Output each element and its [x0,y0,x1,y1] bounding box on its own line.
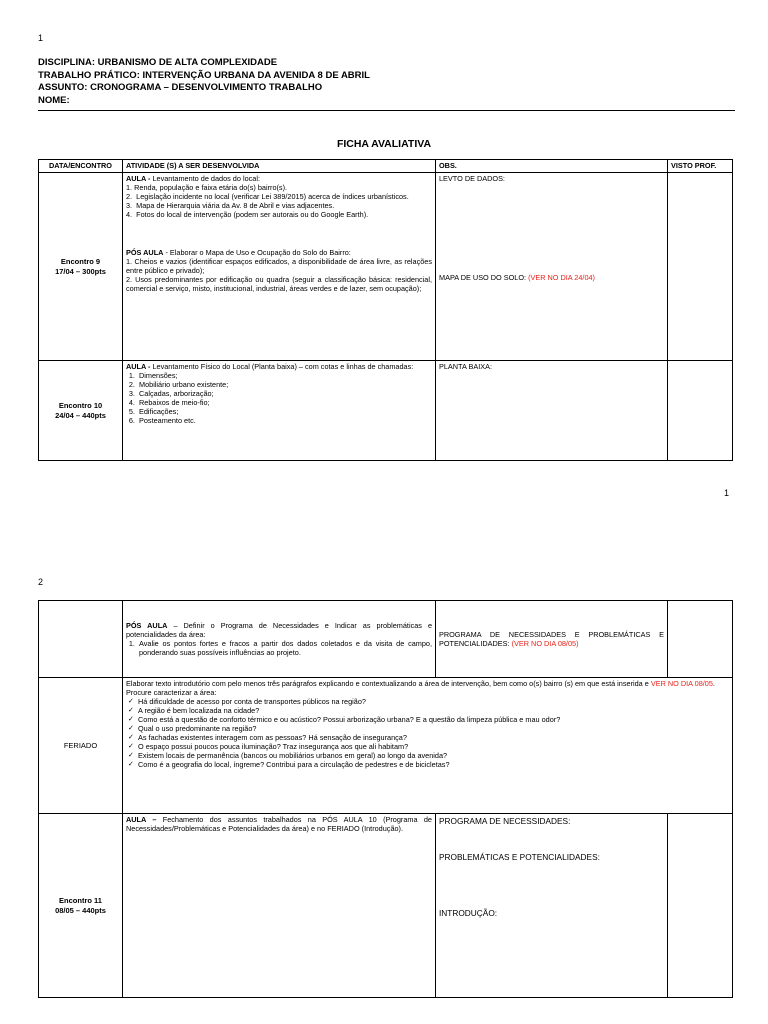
obs-cell [436,601,668,678]
header-discipline: DISCIPLINA: URBANISMO DE ALTA COMPLEXIDADE [38,57,278,68]
encounter-cell [39,678,123,814]
table-header-row [39,160,733,173]
pos-aula-item-1: 1. Cheios e vazios (identificar espaços edificados, a disponibilidade de área livre, as relações entre público e privado); [126,257,432,275]
header-name: NOME: [38,94,70,106]
encounter-cell [39,814,123,998]
list-item: 5. Edificações; [137,407,432,416]
table-row-encontro-11 [39,814,733,998]
visto-cell [668,814,733,998]
obs-deadline: (VER NO DIA 24/04) [528,273,595,282]
feriado-activity-cell [123,678,733,814]
visto-cell [668,361,733,461]
aula-text: Fechamento dos assuntos trabalhados na PÓS AULA 10 (Programa de Necessidades/Problemáticas e Potencialidades da área) e no FERIADO (Introdução). [126,815,432,833]
activity-cell [123,361,436,461]
obs-introducao: INTRODUÇÃO: [439,908,498,918]
encounter-cell [39,601,123,678]
check-item: ✓ Como é a geografia do local, íngreme? Contribui para a circulação de pedestres e de bicicletas? [126,760,729,769]
list-item: 4. Rebaixos de meio-fio; [137,398,432,407]
obs-cell [436,361,668,461]
obs-cell [436,814,668,998]
check-item: ✓ A região é bem localizada na cidade? [126,706,729,715]
pos-aula-label: PÓS AULA [126,248,164,257]
column-header-activity: ATIVIDADE (S) A SER DESENVOLVIDA [123,160,436,173]
pos-aula-label: PÓS AULA [126,621,168,630]
feriado-procure: Procure caracterizar a área: [126,688,217,697]
column-header-visto: VISTO PROF. [668,160,733,173]
visto-cell [668,601,733,678]
list-item: 3. Calçadas, arborização; [137,389,432,398]
aula-text: Levantamento de dados do local: [150,174,260,183]
feriado-intro: Elaborar texto introdutório com pelo menos três parágrafos explicando e contextualizando a área de intervenção, bem como o(s) bairro (s) em que está inserida e VER NO DIA 08/05. [126,679,715,688]
visto-cell [668,173,733,361]
obs-cell [436,173,668,361]
obs-programa-necessidades: PROGRAMA DE NECESSIDADES: [439,816,571,826]
encounter-date-points: 17/04 – 300pts [55,266,106,276]
header-assignment: TRABALHO PRÁTICO: INTERVENÇÃO URBANA DA AVENIDA 8 DE ABRIL [38,69,370,81]
document-header [38,57,735,107]
aula-item-4: 4. Fotos do local de intervenção (podem ser autorais ou do Google Earth). [126,210,369,219]
table-row-pos-aula-10 [39,601,733,678]
encounter-date-points: 24/04 – 440pts [55,410,106,420]
pos-aula-item-2: 2. Usos predominantes por edificação ou quadra (seguir a classificação básica: residencial, comercial e serviço, misto, institucional, industrial, áreas verdes e de lazer, sem ocupação); [126,275,432,293]
encounter-cell [39,361,123,461]
check-item: ✓ Qual o uso predominante na região? [126,724,729,733]
obs-planta-baixa: PLANTA BAIXA: [439,362,492,371]
table-row-feriado [39,678,733,814]
aula-item-1: 1. Renda, população e faixa etária do(s) bairro(s). [126,183,288,192]
column-header-date: DATA/ENCONTRO [39,160,123,173]
list-item: 1. Avalie os pontos fortes e fracos a partir dos dados coletados e da visita de campo, ponderando suas possíveis influências ao projeto. [137,639,432,657]
aula-label: AULA - [126,362,151,371]
list-item: 6. Posteamento etc. [137,416,432,425]
check-item: ✓ Existem locais de permanência (bancos ou mobiliários urbanos em geral) ao longo da avenida? [126,751,729,760]
aula-label: AULA – [126,815,157,824]
pos-aula-text: - Elaborar o Mapa de Uso e Ocupação do Solo do Bairro: [163,248,351,257]
aula-label: AULA - [126,174,151,183]
obs-mapa-uso-solo: MAPA DE USO DO SOLO: (VER NO DIA 24/04) [439,273,595,282]
encounter-title: Encontro 11 [59,895,102,905]
aula-item-2: 2. Legislação incidente no local (verificar Lei 389/2015) acerca de índices urbanísticos. [126,192,409,201]
activity-cell [123,173,436,361]
evaluation-table-page1 [38,159,733,461]
obs-programa-necessidades: PROGRAMA DE NECESSIDADES E PROBLEMÁTICAS E POTENCIALIDADES: (VER NO DIA 08/05) [439,630,664,648]
obs-problematicas: PROBLEMÁTICAS E POTENCIALIDADES: [439,852,600,862]
aula-item-3: 3. Mapa de Hierarquia viária da Av. 8 de Abril e vias adjacentes. [126,201,335,210]
check-item: ✓ Há dificuldade de acesso por conta de transportes públicos na região? [126,697,729,706]
table-row-encontro-9 [39,173,733,361]
pos-aula-text: – Definir o Programa de Necessidades e Indicar as problemáticas e potencialidades da área: [126,621,433,639]
obs-deadline: (VER NO DIA 08/05) [511,639,579,648]
list-item: 1. Dimensões; [137,371,432,380]
page-title: FICHA AVALIATIVA [336,138,432,150]
header-subject: ASSUNTO: CRONOGRAMA – DESENVOLVIMENTO TRABALHO [38,82,323,93]
activity-cell [123,814,436,998]
page-number-bottom-1: 1 [724,488,730,498]
encounter-cell [39,173,123,361]
activity-cell [123,601,436,678]
encounter-title: Encontro 10 [58,400,103,410]
encounter-date-points: 08/05 – 440pts [55,905,106,915]
check-item: ✓ Como está a questão de conforto térmico e ou acústico? Possui arborização urbana? E a questão da limpeza pública e mau odor? [126,715,729,724]
aula-text: Levantamento Físico do Local (Planta baixa) – com cotas e linhas de chamadas: [150,362,414,371]
page-number-top-2: 2 [38,577,44,587]
list-item: 2. Mobiliário urbano existente; [137,380,432,389]
evaluation-table-page2 [38,600,733,998]
header-divider [38,110,735,111]
column-header-obs: OBS. [436,160,668,173]
table-row-encontro-10 [39,361,733,461]
check-item: ✓ As fachadas existentes interagem com as pessoas? Há sensação de insegurança? [126,733,729,742]
feriado-label: FERIADO [63,740,98,750]
feriado-deadline: VER NO DIA 08/05 [650,679,713,688]
page-number-top-1: 1 [38,33,44,43]
encounter-title: Encontro 9 [60,256,101,266]
check-item: ✓ O espaço possui poucos pouca iluminação? Traz insegurança aos que ali habitam? [126,742,729,751]
obs-levto-dados: LEVTO DE DADOS: [439,174,505,183]
